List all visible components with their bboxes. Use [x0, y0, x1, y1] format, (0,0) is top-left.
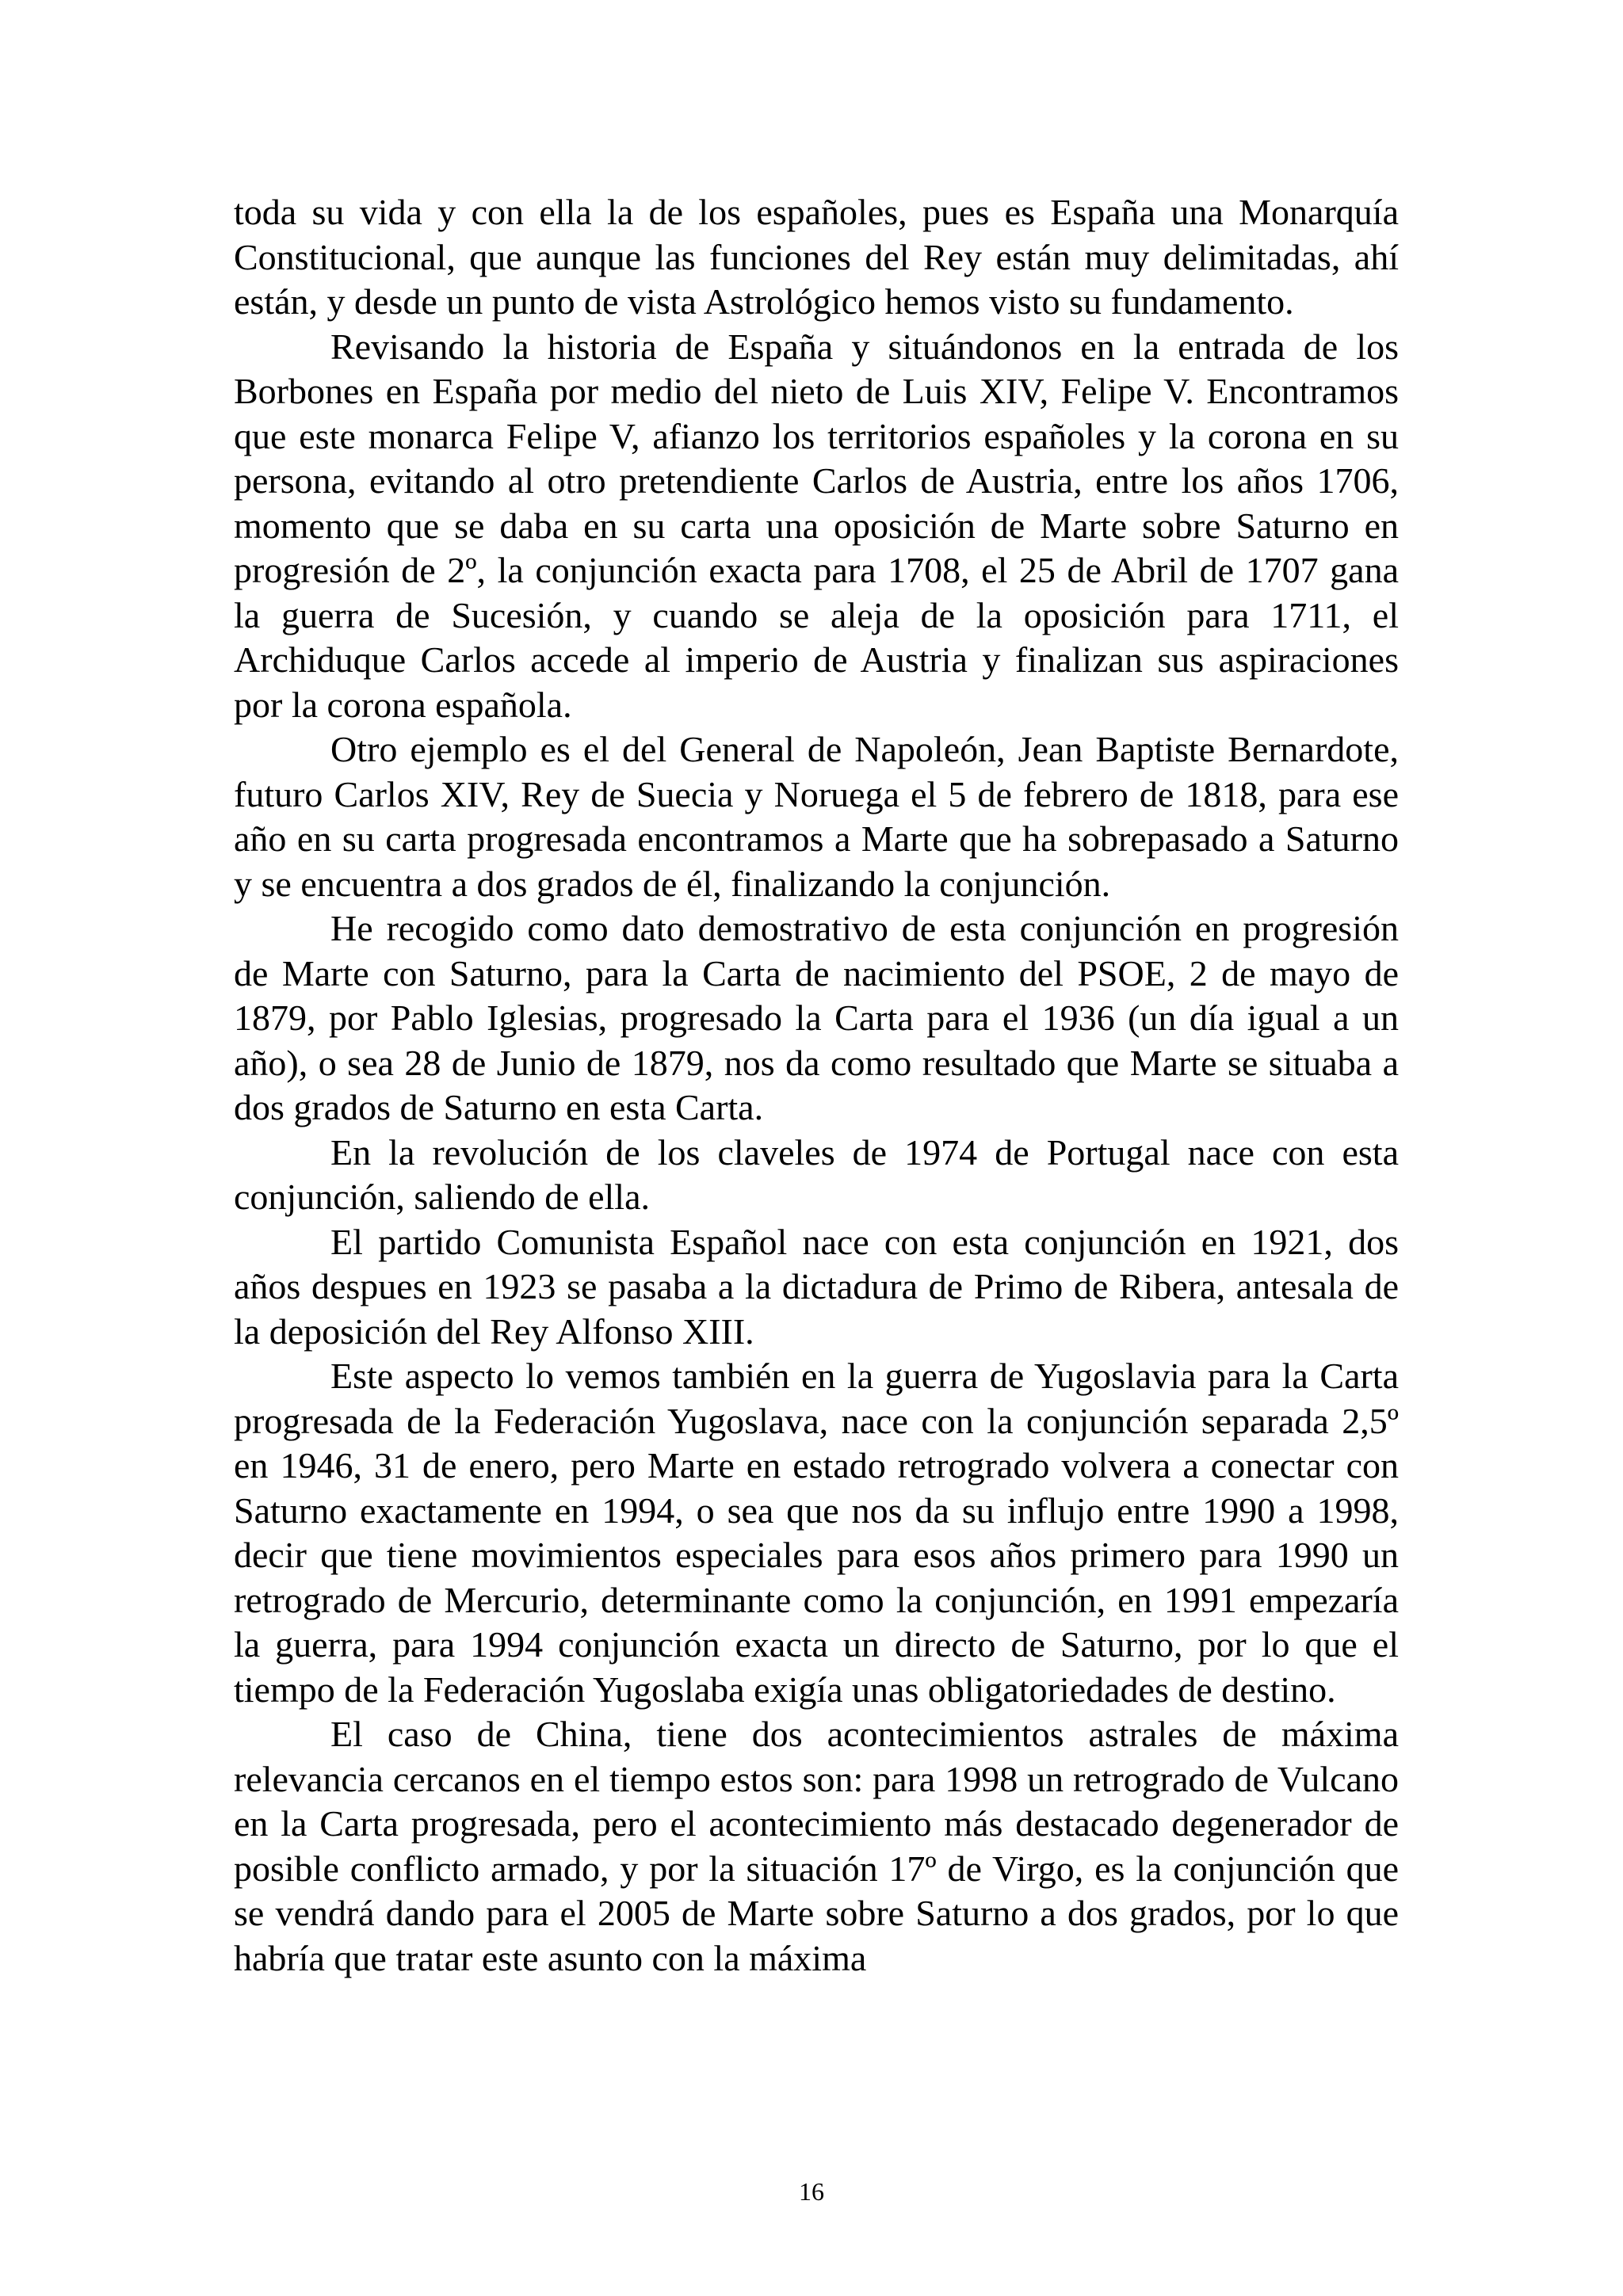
paragraph: toda su vida y con ella la de los españoles, pues es España una Monarquía Constitucional, que aunque las funciones del Rey están muy delimitadas, ahí están, y desde un punto de vista Astrológico hemos visto su fundamento.: [234, 192, 1399, 322]
paragraph: El partido Comunista Español nace con esta conjunción en 1921, dos años despues en 1923 se pasaba a la dictadura de Primo de Ribera, antesala de la deposición del Rey Alfonso XIII.: [234, 1221, 1399, 1352]
paragraph: En la revolución de los claveles de 1974 de Portugal nace con esta conjunción, saliendo de ella.: [234, 1131, 1399, 1217]
paragraph: Otro ejemplo es el del General de Napoleón, Jean Baptiste Bernardote, futuro Carlos XIV, Rey de Suecia y Noruega el 5 de febrero de 1818, para ese año en su carta progresada encontramos a Marte que ha sobrepasado a Saturno y se encuentra a dos grados de él, finalizando la conjunción.: [234, 729, 1399, 904]
paragraph: Este aspecto lo vemos también en la guerra de Yugoslavia para la Carta progresada de la Federación Yugoslava, nace con la conjunción separada 2,5º en 1946, 31 de enero, pero Marte en estado retrogrado volvera a conectar con Saturno exactamente en 1994, o sea que nos da su influjo entre 1990 a 1998, decir que tiene movimientos especiales para esos años primero para 1990 un retrogrado de Mercurio, determinante como la conjunción, en 1991 empezaría la guerra, para 1994 conjunción exacta un directo de Saturno, por lo que el tiempo de la Federación Yugoslaba exigía unas obligatoriedades de destino.: [234, 1356, 1399, 1710]
paragraph: Revisando la historia de España y situándonos en la entrada de los Borbones en España por medio del nieto de Luis XIV, Felipe V. Encontramos que este monarca Felipe V, afianzo los territorios españoles y la corona en su persona, evitando al otro pretendiente Carlos de Austria, entre los años 1706, momento que se daba en su carta una oposición de Marte sobre Saturno en progresión de 2º, la conjunción exacta para 1708, el 25 de Abril de 1707 gana la guerra de Sucesión, y cuando se aleja de la oposición para 1711, el Archiduque Carlos accede al imperio de Austria y finalizan sus aspiraciones por la corona española.: [234, 326, 1399, 725]
page-number: 16: [799, 2177, 824, 2206]
paragraph: He recogido como dato demostrativo de esta conjunción en progresión de Marte con Saturno, para la Carta de nacimiento del PSOE, 2 de mayo de 1879, por Pablo Iglesias, progresado la Carta para el 1936 (un día igual a un año), o sea 28 de Junio de 1879, nos da como resultado que Marte se situaba a dos grados de Saturno en esta Carta.: [234, 908, 1399, 1127]
paragraph: El caso de China, tiene dos acontecimientos astrales de máxima relevancia cercanos en el tiempo estos son: para 1998 un retrogrado de Vulcano en la Carta progresada, pero el acontecimiento más destacado degenerador de posible conflicto armado, y por la situación 17º de Virgo, es la conjunción que se vendrá dando para el 2005 de Marte sobre Saturno a dos grados, por lo que habría que tratar este asunto con la máxima: [234, 1714, 1399, 1978]
document-body: [234, 190, 1399, 1981]
